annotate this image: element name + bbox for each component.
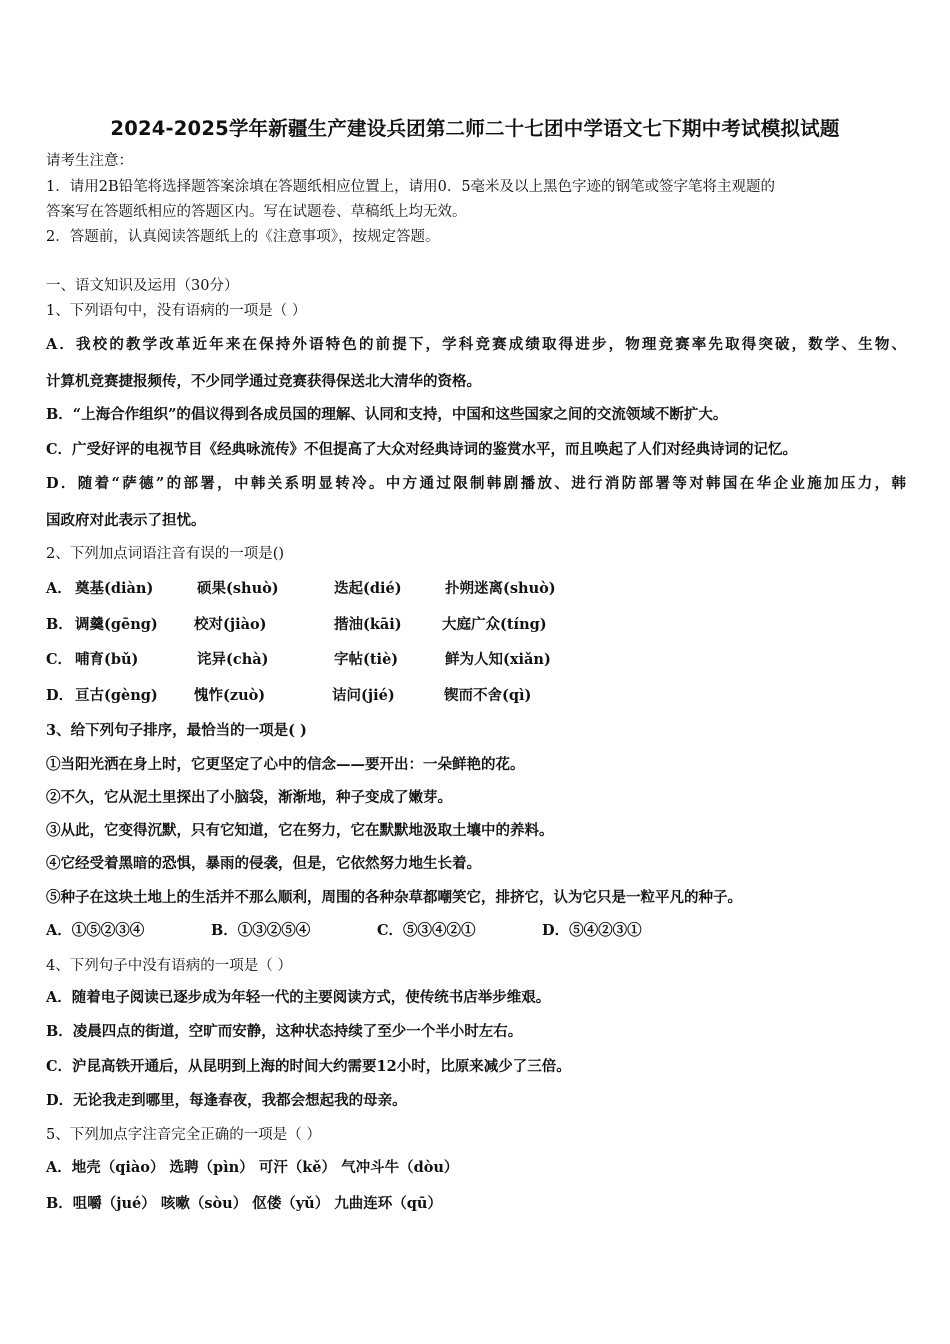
notice-line-1: 1．请用2B铅笔将选择题答案涂填在答题纸相应位置上，请用0．5毫米及以上黑色字迹的钢笔或签字笔将主观题的 [46, 179, 776, 195]
q2-option-label: C． [46, 651, 73, 668]
page-title: 2024-2025学年新疆生产建设兵团第二师二十七团中学语文七下期中考试模拟试题 [110, 117, 840, 140]
q3-sentence-3: ③从此，它变得沉默，只有它知道，它在努力，它在默默地汲取土壤中的养料。 [46, 822, 554, 839]
q3-sentence-1: ①当阳光洒在身上时，它更坚定了心中的信念——要开出：一朵鲜艳的花。 [46, 756, 525, 773]
q3-option-d: D．⑤④②③① [542, 922, 642, 939]
q2-option-label: A． [46, 580, 72, 597]
q2-word: 大庭广众(tíng) [442, 616, 547, 633]
q4-option-a: A．随着电子阅读已逐步成为年轻一代的主要阅读方式，使传统书店举步维艰。 [46, 989, 551, 1006]
q2-stem: 2、下列加点词语注音有误的一项是() [46, 546, 285, 562]
q1-option-d-line-1: D．随着“萨德”的部署，中韩关系明显转冷。中方通过限制韩剧播放、进行消防部署等对韩国在华企业施加压力，韩 [46, 475, 906, 492]
q4-option-c: C．沪昆高铁开通后，从昆明到上海的时间大约需要12小时，比原来减少了三倍。 [46, 1058, 571, 1075]
q3-sentence-5: ⑤种子在这块土地上的生活并不那么顺利，周围的各种杂草都嘲笑它，排挤它，认为它只是一粒平凡的种子。 [46, 889, 742, 906]
q1-option-c: C．广受好评的电视节目《经典咏流传》不但提高了大众对经典诗词的鉴赏水平，而且唤起了人们对经典诗词的记忆。 [46, 441, 798, 458]
q2-word: 校对(jiào) [194, 616, 267, 633]
q2-word: 调羹(gēng) [75, 616, 158, 633]
q2-word: 字帖(tiè) [334, 651, 399, 668]
notice-line-3: 2．答题前，认真阅读答题纸上的《注意事项》，按规定答题。 [46, 229, 440, 245]
q2-option-label: D． [46, 687, 74, 704]
q2-word: 揩油(kāi) [334, 616, 402, 633]
q2-word: 硕果(shuò) [197, 580, 279, 597]
q3-stem: 3、给下列句子排序，最恰当的一项是( ) [46, 722, 307, 739]
q5-option-a: A．地壳（qiào） 选聘（pìn） 可汗（kě） 气冲斗牛（dòu） [46, 1159, 459, 1176]
q2-word: 愧怍(zuò) [194, 687, 266, 704]
q2-word: 诘问(jié) [332, 687, 395, 704]
q3-option-a: A．①⑤②③④ [46, 922, 145, 939]
q2-word: 奠基(diàn) [75, 580, 154, 597]
q3-sentence-2: ②不久，它从泥土里探出了小脑袋，渐渐地，种子变成了嫩芽。 [46, 789, 452, 806]
q1-option-a-line-1: A．我校的教学改革近年来在保持外语特色的前提下，学科竞赛成绩取得进步，物理竞赛率先取得突破，数学、生物、 [46, 336, 906, 353]
section-heading: 一、语文知识及运用（30分） [46, 278, 239, 294]
notice-heading: 请考生注意： [46, 153, 133, 169]
q2-word: 锲而不舍(qì) [444, 687, 532, 704]
q2-word: 扑朔迷离(shuò) [445, 580, 556, 597]
q5-stem: 5、下列加点字注音完全正确的一项是（ ） [46, 1127, 321, 1143]
q1-option-d-line-2: 国政府对此表示了担忧。 [46, 512, 206, 529]
q2-word: 哺育(bǔ) [75, 651, 139, 668]
q5-option-b: B．咀嚼（jué） 咳嗽（sòu） 伛偻（yǔ） 九曲连环（qū） [46, 1195, 442, 1212]
q4-option-d: D．无论我走到哪里，每逢春夜，我都会想起我的母亲。 [46, 1092, 407, 1109]
q3-option-c: C．⑤③④②① [377, 922, 476, 939]
q2-word: 亘古(gèng) [75, 687, 158, 704]
q1-stem: 1、下列语句中，没有语病的一项是（ ） [46, 303, 307, 319]
q2-word: 迭起(dié) [334, 580, 402, 597]
notice-line-2: 答案写在答题纸相应的答题区内。写在试题卷、草稿纸上均无效。 [46, 204, 467, 220]
q1-option-b: B．“上海合作组织”的倡议得到各成员国的理解、认同和支持，中国和这些国家之间的交流领域不断扩大。 [46, 406, 728, 423]
q3-option-b: B．①③②⑤④ [211, 922, 311, 939]
q3-sentence-4: ④它经受着黑暗的恐惧，暴雨的侵袭，但是，它依然努力地生长着。 [46, 855, 481, 872]
q2-word: 鲜为人知(xiǎn) [445, 651, 551, 668]
q4-option-b: B．凌晨四点的街道，空旷而安静，这种状态持续了至少一个半小时左右。 [46, 1023, 523, 1040]
q2-word: 诧异(chà) [197, 651, 269, 668]
q4-stem: 4、下列句子中没有语病的一项是（ ） [46, 958, 292, 974]
q1-option-a-line-2: 计算机竞赛捷报频传，不少同学通过竞赛获得保送北大清华的资格。 [46, 373, 481, 390]
q2-option-label: B． [46, 616, 73, 633]
